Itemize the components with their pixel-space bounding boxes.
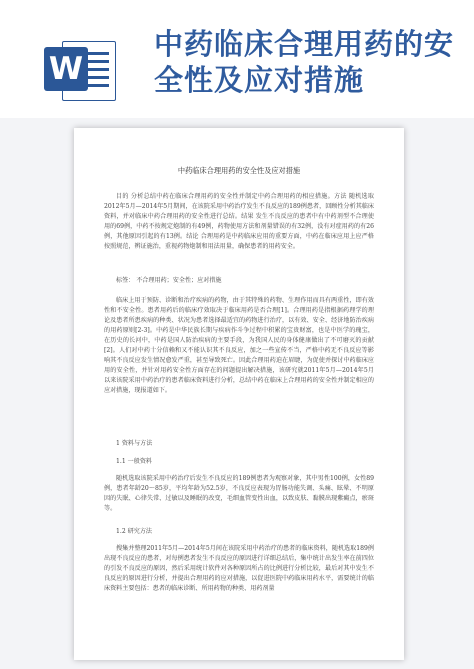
abstract-paragraph: 目的 分析总结中药在临床合理用药的安全性并制定中药合理用药的相应措施。方法 随机选取2012年5月—2014年5月期间，在该院采用中药治疗发生不良反应的189例患者，回顾性分析其临床资料，并对临床中药合理用药的安全性进行总结。结果 发生不良反应的患者中有中药剂型不合理使用的69例，中药不按规定炮制的有49例，药物使用方法和剂量错误的有32例，没有对症用药的有26例，其他原因引起的有13例。结论 合理用药是中药临床应用的重要方面，中药在临床应用上应严格按照规范，辨证施治，重视药物炮制和用法用量，确保患者的用药安全。 [104,193,374,250]
document-page [74,128,404,660]
general-info-paragraph: 随机选取该院采用中药治疗后发生不良反应的189例患者为观察对象，其中男性100例，女性89例，患者年龄20～85岁，平均年龄为52.5岁，不良反应表现为胃肠功能失调、头痛、眩晕、不明原因的失眠、心律失常、过敏以及睡眠的改变，毛细血管变性出血，以致皮肤、黏膜出现紫癜点，瘀斑等。 [104,475,374,512]
keywords-line: 标签： 不合理用药；安全性；应对措施 [116,277,222,284]
section-heading: 1 资料与方法 [116,440,153,447]
subsection-heading: 1.1 一般资料 [116,458,153,465]
banner-title: 中药临床合理用药的安全性及应对措施 [154,27,455,97]
subsection-heading: 1.2 研究方法 [116,528,153,535]
word-document-icon [44,37,118,103]
banner [0,0,474,118]
word-badge: W [44,47,88,91]
intro-paragraph: 临床上用于预防、诊断和治疗疾病的药物，由于其特殊的药物、生理作用而具有两重性，即有效性和不安全性。患者用药后的临床疗效取决于临床用药是否合理[1]。合理用药是指根据药理学的理论及患者所患疾病的种类、状况为患者选择最适宜的药物进行治疗，以有效、安全、经济地防治疾病的用药原则[2-3]。中药是中华民族长期与疾病作斗争过程中积累的宝贵财富，也是中医学的瑰宝，在历史的长河中，中药是国人防治疾病的主要手段，为我国人民的身体健康做出了不可磨灭的贡献[2]。人们对中药十分信赖和又不能认识其不良反应，加之一些宣传不当，严格中药无不良反应等影响其不良反应发生情况愈发严重，甚至导致死亡。因此合理用药迫在眉睫，为促使并探讨中药临床应用的安全性，并针对用药安全性方面存在的问题提出解决措施，该研究就2011年5月—2014年5月以来该院采用中药治疗的患者临床资料进行分析，总结中药在临床上合理用药的安全性并制定相应的应对措施，现报道如下。 [104,297,374,394]
method-paragraph: 搜集并整理2011年5月—2014年5月间在该院采用中药治疗的患者的临床资料，随机选取189例出现不良反应的患者，对每例患者发生不良反应的原因进行详细总结后，集中统计出发生率在前四位的引发不良反应的原因，然后采用统计软件对各种原因所占的比例进行分析比较，最后对其中发生不良反应的原因进行分析，并提出合理用药的应对措施，以促进医院中药临床用药水平，需要统计的临床资料主要包括：患者的临床诊断、所用药物的种类、用药剂量 [104,545,374,592]
document-title: 中药临床合理用药的安全性及应对措施 [177,166,301,175]
